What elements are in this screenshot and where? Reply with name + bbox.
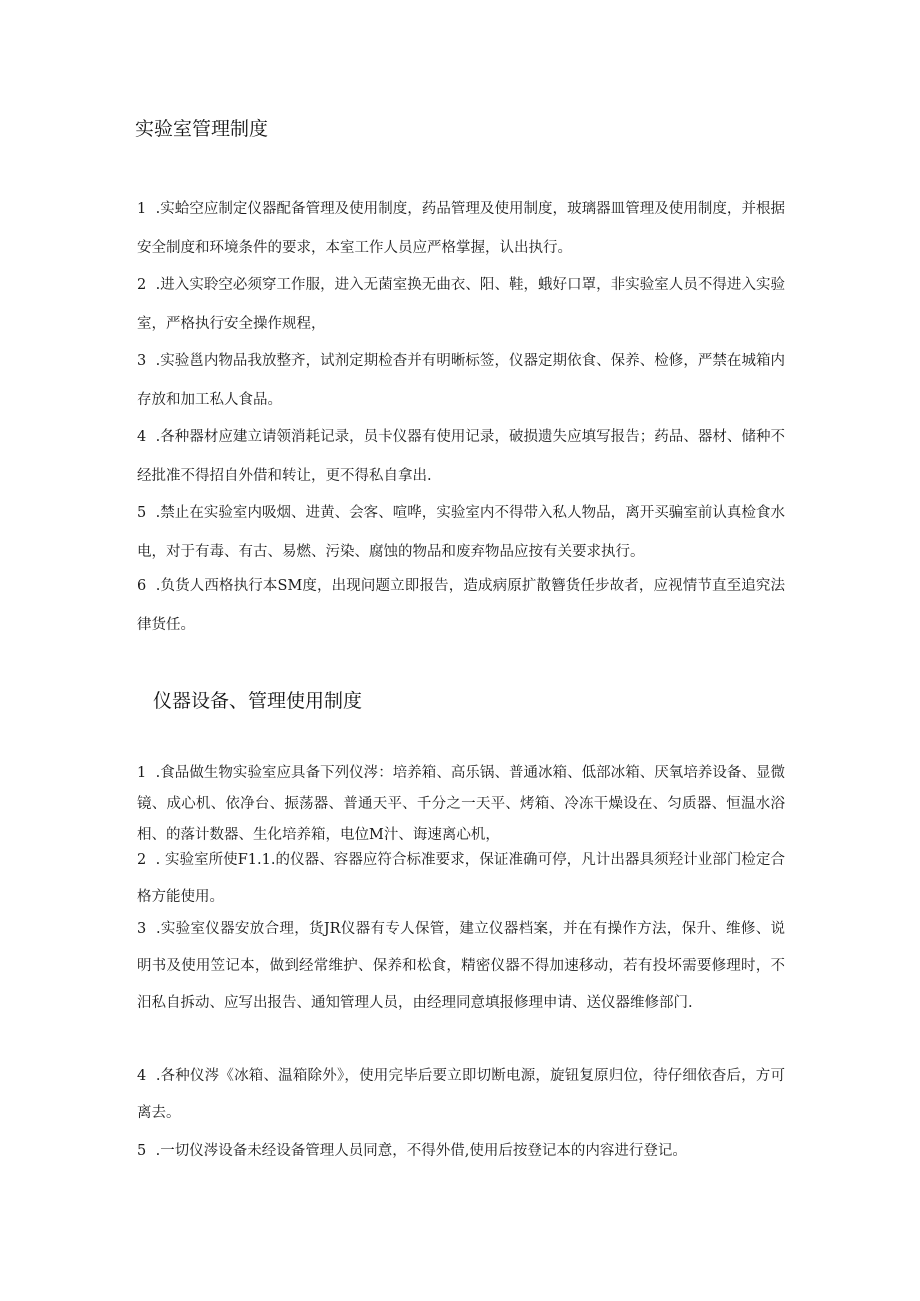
item-number: 3 <box>137 921 147 937</box>
item-number: 1 <box>137 201 147 217</box>
item-text: .食品做生物实验室应具备下列仪涔：培养箱、高乐锅、普通冰箱、低部冰箱、厌氧培养设备、显微镜、成心机、依净台、振荡器、普通天平、千分之一天平、烤箱、冷冻干燥设在、匀质器、恒温水浴相、的落计数器、生化培养箱，电位M汁、诲速离心机， <box>137 765 785 843</box>
rule-item <box>137 567 785 644</box>
item-number: 2 <box>137 277 147 293</box>
rule-item <box>137 266 785 343</box>
item-number: 2 <box>137 852 147 868</box>
rule-item <box>137 758 785 851</box>
section-title: 实验室管理制度 <box>135 118 269 140</box>
item-text: .实验邕内物品我放整齐，试剂定期检杳并有明晰标签，仪器定期依食、保养、检修，严禁在城箱内存放和加工私人食品。 <box>137 353 785 408</box>
item-number: 5 <box>137 505 147 521</box>
item-number: 6 <box>137 578 147 594</box>
item-text: .禁止在实验室内吸烟、进黄、会客、喧哗，实验室内不得带入私人物品，离开买骗室前认真检食水电，对于有毒、有古、易燃、污染、腐蚀的物品和废弃物品应按有关要求执行。 <box>137 505 785 560</box>
section-title: 仪器设备、管理使用制度 <box>153 690 363 712</box>
item-number: 3 <box>137 353 147 369</box>
rule-item <box>137 1133 785 1170</box>
rule-item <box>137 494 785 571</box>
item-text: .实蛤空应制定仪器配备管理及使用制度，药品管理及使用制度，玻璃器皿管理及使用制度，并根据安全制度和环境条件的要求，本室工作人员应严格掌握，认出执行。 <box>137 201 785 256</box>
item-text: .进入实聆空必须穿工作服，进入无菌室换无曲衣、阳、鞋，蛾好口罩，非实验室人员不得进入实验室，严格执行安全操作规程， <box>137 277 785 332</box>
item-text: .一切仪涔设备未经设备管理人员同意，不得外借,使用后按登记本的内容进行登记。 <box>155 1143 687 1159</box>
item-number: 5 <box>137 1143 147 1159</box>
item-text: .实验室仪器安放合理，货JR仪器有专人保管，建立仪器档案，并在有操作方法，保升、维修、说明书及使用笠记本，做到经常维护、保养和松食，精密仪器不得加速移动，若有投坏需要修理时，不汨私自拆动、应写出报告、通知管理人员，由经理同意填报修理申请、送仪器维修部门. <box>137 921 786 1011</box>
item-number: 4 <box>137 429 147 445</box>
item-number: 4 <box>137 1068 147 1084</box>
rule-item <box>137 842 785 916</box>
rule-item <box>137 342 785 419</box>
item-text: .各种仪涔《冰箱、温箱除外》，使用完毕后要立即切断电源，旋钮复原归位，待仔细依杳后，方可离去。 <box>137 1068 786 1121</box>
item-text: .各种器材应建立请领消耗记录，员卡仪器有使用记录，破损遗失应填写报告；药品、器材、储种不经批准不得招自外借和转让，更不得私自拿出. <box>137 429 785 484</box>
rule-item <box>137 418 785 495</box>
rule-item <box>137 1058 785 1132</box>
rule-item <box>137 911 785 1022</box>
item-number: 1 <box>137 765 147 781</box>
rule-item <box>137 190 785 267</box>
item-text: . 实验室所使F1.1.的仪器、容器应符合标准要求，保证准确可停，凡计出器具须羟计业部门检定合格方能使用。 <box>137 852 785 905</box>
item-text: .负货人西格执行本SM度，出现问题立即报告，造成病原扩散簪货任步故者，应视情节直至追究法律货任。 <box>137 578 786 633</box>
